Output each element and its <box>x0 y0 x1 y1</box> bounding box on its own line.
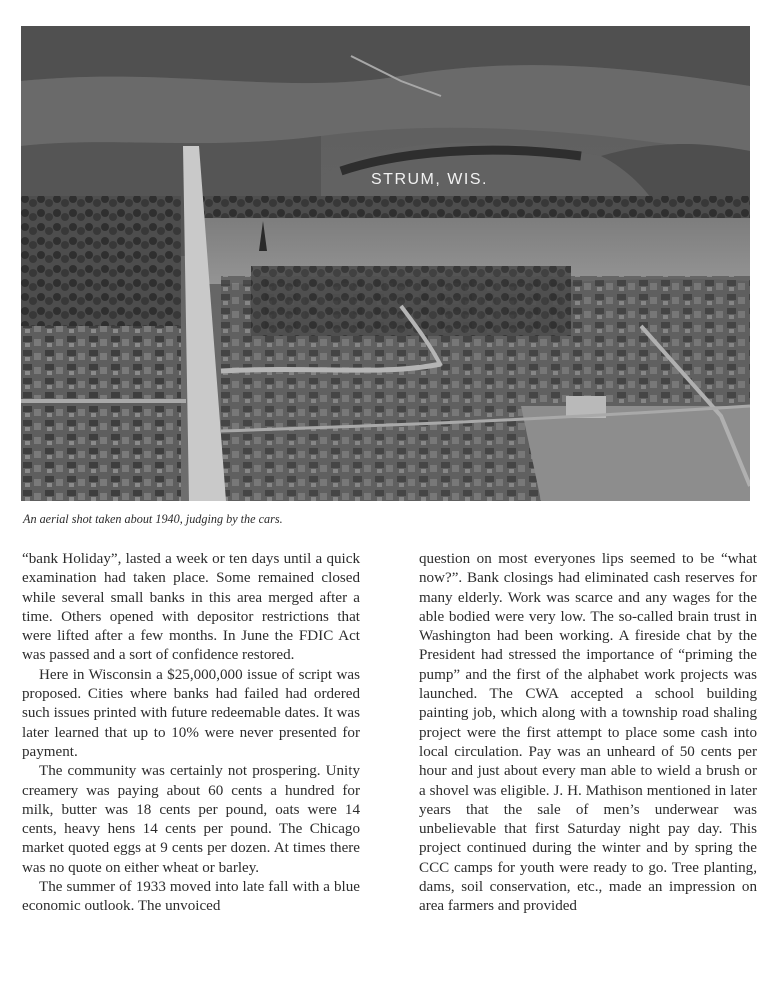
photo-label-strum-wis: STRUM, WIS. <box>371 171 488 188</box>
paragraph: The summer of 1933 moved into late fall with a blue economic outlook. The unvoiced <box>22 879 360 915</box>
text-column-left <box>22 550 360 917</box>
photo-caption: An aerial shot taken about 1940, judging by the cars. <box>23 512 283 526</box>
paragraph: “bank Holiday”, lasted a week or ten days until a quick examination had taken place. Some remained closed while several small banks in this area merged after a time. Others opened with depositor restrictions that were lifted after a few months. In June the FDIC Act was passed and a sort of confidence restored. <box>22 551 360 664</box>
paragraph: Here in Wisconsin a $25,000,000 issue of script was proposed. Cities where banks had failed had ordered such issues printed with future redeemable dates. It was later learned that up to 10% were never presented for payment. <box>22 666 360 760</box>
aerial-photo <box>21 26 750 501</box>
text-column-right <box>419 550 757 917</box>
paragraph: The community was certainly not prospering. Unity creamery was paying about 60 cents a hundred for milk, butter was 18 cents per pound, oats were 14 cents, heavy hens 14 cents per pound. The Chicago market quoted eggs at 9 cents per dozen. At times there was no quote on either wheat or barley. <box>22 763 360 876</box>
paragraph: question on most everyones lips seemed to be “what now?”. Bank closings had eliminated cash reserves for many elderly. Work was scarce and any wages for the able bodied were very low. The so-called brain trust in Washington had been working. A fireside chat by the President had stressed the importance of “priming the pump” and the first of the alphabet work projects was launched. The CWA accepted a school building painting job, which along with a township road shaling project were the first attempt to place some cash into local circulation. Pay was an unheard of 50 cents per hour and just about every man able to wield a brush or a shovel was eligible. J. H. Mathison mentioned in later years that the sale of men’s underwear was unbelievable that first Saturday night pay day. This project continued during the winter and by spring the CCC camps for youth were ready to go. Tree planting, dams, soil conservation, etc., made an impression on area farmers and provided <box>419 551 757 915</box>
aerial-photo-image <box>21 26 750 501</box>
